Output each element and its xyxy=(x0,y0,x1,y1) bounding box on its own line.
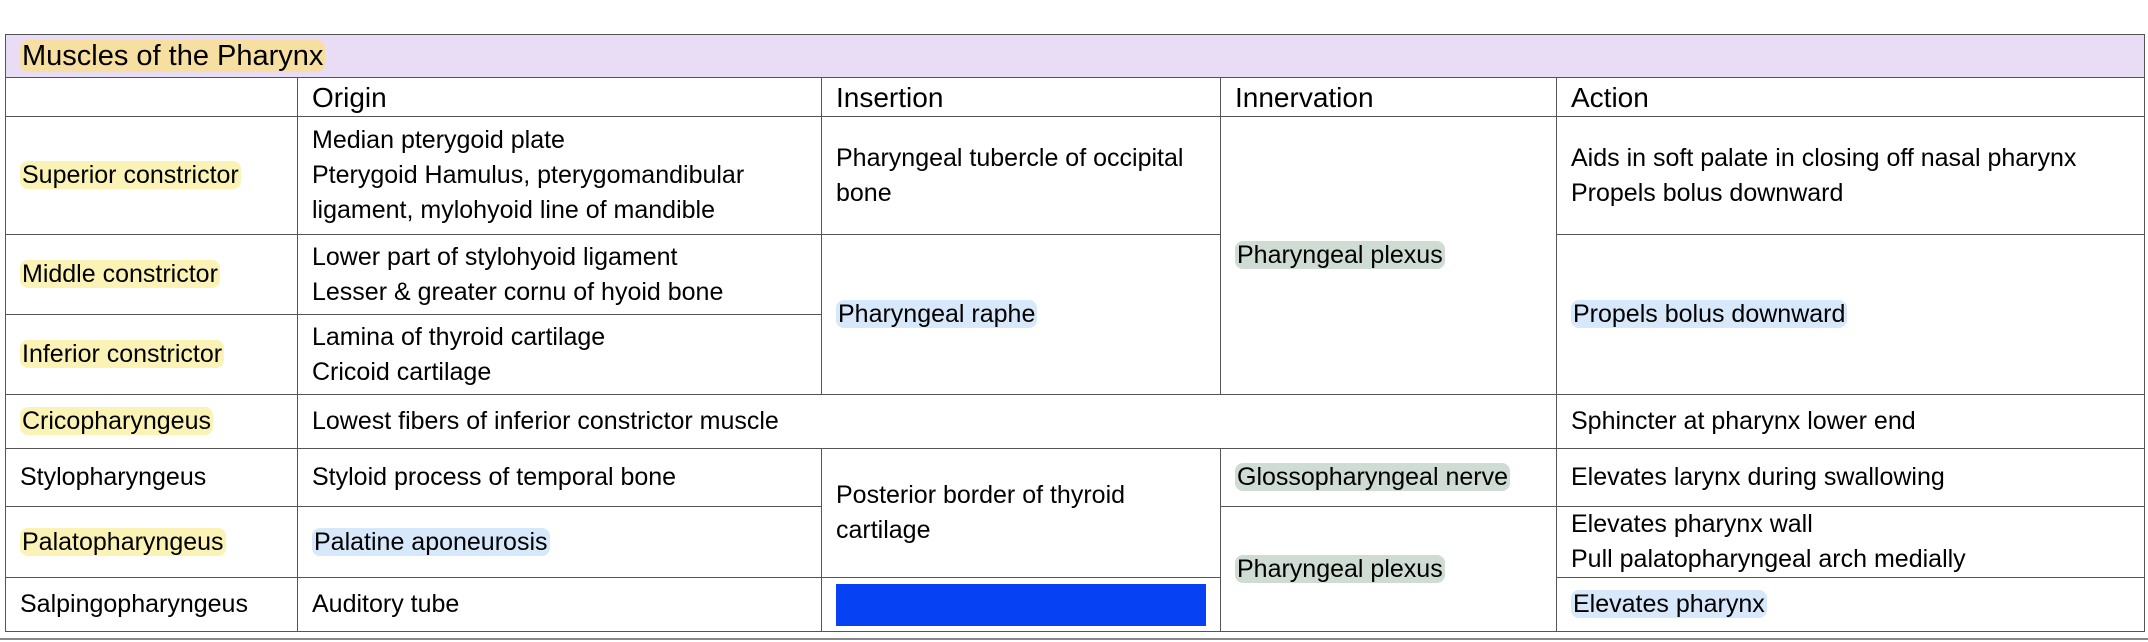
innervation-cell xyxy=(1221,449,1557,507)
origin-cell xyxy=(298,578,822,632)
action-cell xyxy=(1557,449,2145,507)
pharynx-muscles-table xyxy=(5,34,2145,632)
header-row xyxy=(6,78,2145,117)
insertion-cell xyxy=(822,117,1221,235)
origin-text: Styloid process of temporal bone xyxy=(312,463,677,491)
insertion-cell xyxy=(822,578,1221,632)
table-title-text: Muscles of the Pharynx xyxy=(22,39,324,72)
bottom-divider xyxy=(0,638,2148,640)
muscle-name-cell xyxy=(6,117,298,235)
table-row xyxy=(6,117,2145,235)
header-action: Action xyxy=(1557,78,2145,117)
origin-line: Median pterygoid plate xyxy=(312,126,565,154)
action-cell xyxy=(1557,117,2145,235)
action-text: Elevates larynx during swallowing xyxy=(1571,463,1945,491)
muscle-name-cell xyxy=(6,395,298,449)
action-line: Elevates pharynx wall xyxy=(1571,510,1813,538)
muscle-name-cell xyxy=(6,578,298,632)
origin-line: Lamina of thyroid cartilage xyxy=(312,322,606,351)
muscle-name: Inferior constrictor xyxy=(22,340,223,368)
insertion-line: cartilage xyxy=(836,516,931,544)
table-row xyxy=(6,395,2145,449)
table-title xyxy=(6,35,2145,78)
origin-text: Auditory tube xyxy=(312,590,460,618)
insertion-text: Pharyngeal raphe xyxy=(838,300,1036,328)
innervation-text: Glossopharyngeal nerve xyxy=(1237,463,1508,491)
action-cell xyxy=(1557,507,2145,578)
origin-cell xyxy=(298,315,822,395)
muscle-name: Salpingopharyngeus xyxy=(20,590,248,618)
origin-line: Lesser & greater cornu of hyoid bone xyxy=(312,277,724,306)
muscle-name: Superior constrictor xyxy=(22,161,239,189)
origin-cell xyxy=(298,449,822,507)
origin-line: Lower part of stylohyoid ligament xyxy=(312,242,678,271)
action-line: Aids in soft palate in closing off nasal pharynx xyxy=(1571,143,2077,172)
action-line: Pull palatopharyngeal arch medially xyxy=(1571,545,1966,573)
table-row xyxy=(6,449,2145,507)
insertion-line: Pharyngeal tubercle of occipital xyxy=(836,143,1184,172)
muscle-name-cell xyxy=(6,507,298,578)
innervation-text: Pharyngeal plexus xyxy=(1237,554,1443,583)
header-muscle xyxy=(6,78,298,117)
table-row xyxy=(6,578,2145,632)
innervation-cell xyxy=(1221,117,1557,395)
muscle-name-cell xyxy=(6,235,298,315)
origin-cell xyxy=(298,235,822,315)
action-cell xyxy=(1557,578,2145,632)
header-origin: Origin xyxy=(298,78,822,117)
innervation-text: Pharyngeal plexus xyxy=(1237,241,1443,269)
muscle-name: Palatopharyngeus xyxy=(22,527,224,556)
innervation-cell xyxy=(1221,507,1557,632)
origin-cell xyxy=(298,117,822,235)
origin-line: ligament, mylohyoid line of mandible xyxy=(312,196,715,224)
action-cell xyxy=(1557,235,2145,395)
origin-text: Palatine aponeurosis xyxy=(314,527,548,556)
header-innervation: Innervation xyxy=(1221,78,1557,117)
origin-line: Cricoid cartilage xyxy=(312,357,492,386)
muscle-name-cell xyxy=(6,315,298,395)
header-insertion: Insertion xyxy=(822,78,1221,117)
action-text: Elevates pharynx xyxy=(1573,590,1765,618)
title-row xyxy=(6,35,2145,78)
origin-text: Lowest fibers of inferior constrictor muscle xyxy=(312,407,779,435)
origin-line: Pterygoid Hamulus, pterygomandibular xyxy=(312,161,745,189)
insertion-line: bone xyxy=(836,178,892,207)
insertion-line: Posterior border of thyroid xyxy=(836,481,1126,509)
redaction-box xyxy=(836,584,1206,626)
origin-cell xyxy=(298,507,822,578)
action-cell xyxy=(1557,395,2145,449)
insertion-cell xyxy=(822,235,1221,395)
action-text: Sphincter at pharynx lower end xyxy=(1571,407,1916,435)
table-row xyxy=(6,235,2145,315)
muscle-name-cell xyxy=(6,449,298,507)
action-text: Propels bolus downward xyxy=(1573,300,1846,328)
origin-cell xyxy=(298,395,1557,449)
muscle-name: Cricopharyngeus xyxy=(22,407,211,435)
muscle-name: Middle constrictor xyxy=(22,260,218,288)
action-line: Propels bolus downward xyxy=(1571,178,1844,207)
insertion-cell xyxy=(822,449,1221,578)
muscle-name: Stylopharyngeus xyxy=(20,463,207,491)
